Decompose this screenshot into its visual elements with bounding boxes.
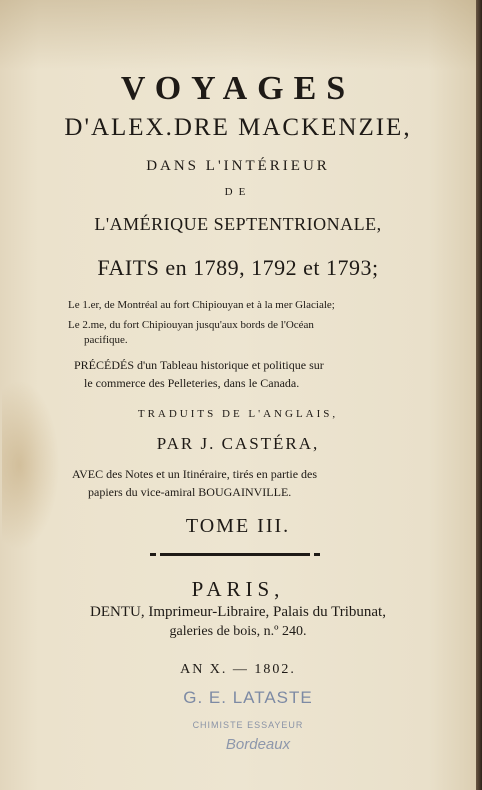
preceded-line-1: PRÉCÉDÉS d'un Tableau historique et politique sur — [74, 358, 324, 372]
notes-line-1: AVEC des Notes et un Itinéraire, tirés en partie des — [72, 467, 318, 481]
stamp-occupation: CHIMISTE ESSAYEUR — [192, 720, 304, 730]
publisher-line-2: galeries de bois, n.º 240. — [169, 624, 307, 639]
preceded-line-2: le commerce des Pelleteries, dans le Canada. — [84, 376, 300, 390]
owner-stamp — [158, 688, 338, 766]
translator-line: PAR J. CASTÉRA, — [156, 434, 320, 453]
author-line: D'ALEX.DRE MACKENZIE, — [64, 114, 412, 141]
decorative-rule — [150, 553, 320, 556]
book-title: VOYAGES — [120, 70, 356, 107]
voyage-1-description: Le 1.er, de Montréal au fort Chipiouyan et à la mer Glaciale; — [68, 299, 335, 311]
translated-line: TRADUITS DE L'ANGLAIS, — [137, 408, 339, 420]
voyage-2-continuation: pacifique. — [84, 334, 128, 346]
volume-label: TOME III. — [185, 515, 291, 537]
notes-line-2: papiers du vice-amiral BOUGAINVILLE. — [88, 485, 292, 499]
subtitle-de: DE — [224, 186, 252, 198]
imprint-date: AN X. — 1802. — [180, 662, 296, 677]
stamp-owner-name: G. E. LATASTE — [183, 688, 313, 707]
voyage-2-description: Le 2.me, du fort Chipiouyan jusqu'aux bords de l'Océan — [68, 319, 314, 331]
imprint-city: PARIS, — [191, 577, 285, 601]
subtitle-years: FAITS en 1789, 1792 et 1793; — [97, 255, 379, 280]
subtitle-amerique: L'AMÉRIQUE SEPTENTRIONALE, — [94, 214, 382, 234]
book-spine-edge — [476, 0, 482, 790]
publisher-line-1: DENTU, Imprimeur-Libraire, Palais du Tribunat, — [90, 604, 386, 620]
page-stain-top — [0, 0, 482, 70]
stamp-city: Bordeaux — [225, 736, 291, 753]
subtitle-dans: DANS L'INTÉRIEUR — [146, 158, 330, 174]
